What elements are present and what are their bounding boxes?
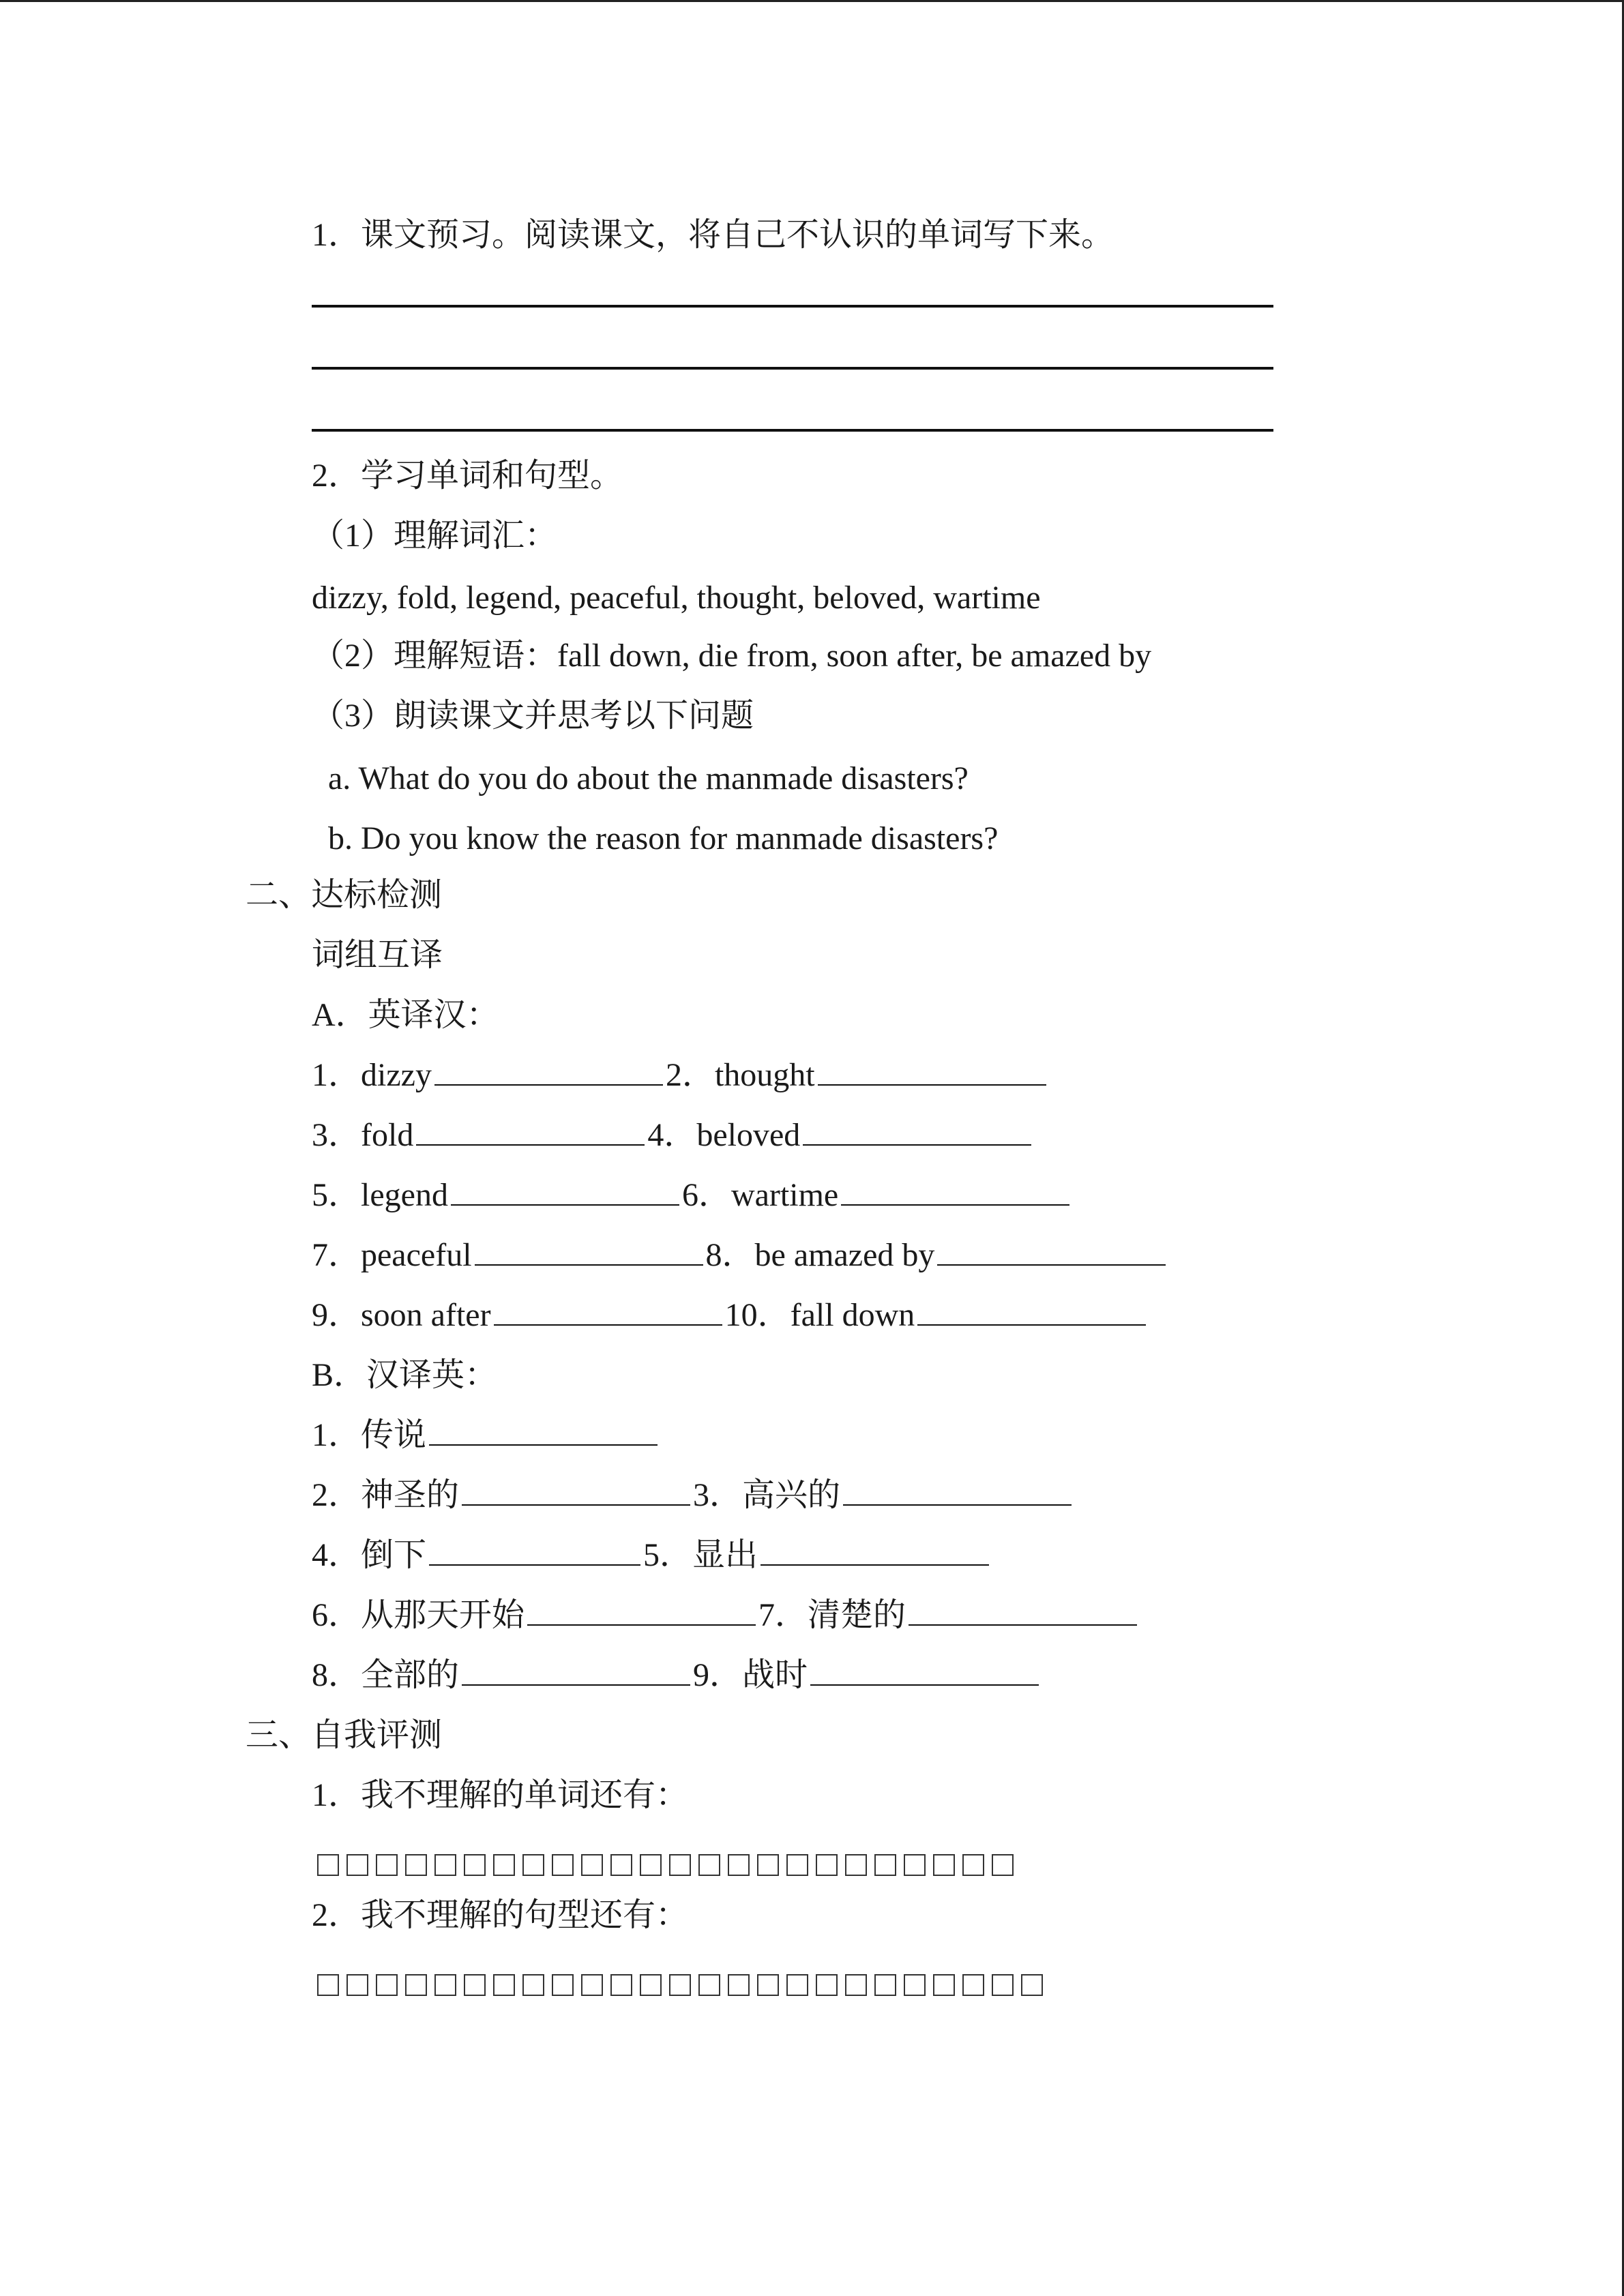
empty-box[interactable] (376, 1974, 398, 1996)
answer-blank[interactable] (434, 1083, 663, 1086)
answer-blank[interactable] (761, 1563, 989, 1566)
empty-box[interactable] (346, 1854, 368, 1876)
exercise-row (312, 1595, 1140, 1636)
item-label: 5．legend (312, 1177, 448, 1213)
section-3-title: 三、自我评测 (246, 1717, 443, 1753)
empty-box[interactable] (522, 1854, 544, 1876)
empty-box[interactable] (581, 1854, 603, 1876)
empty-box[interactable] (522, 1974, 544, 1996)
exercise-row (312, 1475, 1074, 1516)
empty-box[interactable] (552, 1854, 574, 1876)
self-eval-sentences: 2．我不理解的句型还有： (312, 1897, 689, 1933)
box-row-words (317, 1845, 1021, 1879)
item-label: 4．倒下 (312, 1537, 427, 1573)
preview-instruction: 1．课文预习。阅读课文，将自己不认识的单词写下来。 (312, 217, 1114, 253)
empty-box[interactable] (434, 1974, 456, 1996)
empty-box[interactable] (728, 1854, 750, 1876)
item-label: 2．神圣的 (312, 1477, 460, 1513)
empty-box[interactable] (317, 1974, 339, 1996)
answer-blank[interactable] (810, 1683, 1039, 1686)
empty-box[interactable] (581, 1974, 603, 1996)
item-label: 4．beloved (647, 1117, 801, 1153)
empty-box[interactable] (933, 1974, 955, 1996)
empty-box[interactable] (493, 1974, 515, 1996)
item-label: 1．dizzy (312, 1057, 432, 1093)
page-border-top (0, 0, 1624, 2)
empty-box[interactable] (962, 1854, 984, 1876)
empty-box[interactable] (904, 1974, 926, 1996)
item-label: 8．全部的 (312, 1657, 460, 1693)
answer-blank[interactable] (451, 1203, 679, 1206)
exercise-row (312, 1415, 660, 1456)
empty-box[interactable] (698, 1974, 720, 1996)
exercise-row (312, 1655, 1042, 1696)
empty-box[interactable] (1021, 1974, 1043, 1996)
answer-line-3[interactable] (312, 429, 1273, 432)
phrases-line: （2）理解短语：fall down, die from, soon after, be amazed by (312, 638, 1152, 674)
item-label: 9．soon after (312, 1297, 491, 1333)
empty-box[interactable] (698, 1854, 720, 1876)
exercise-row (312, 1235, 1168, 1276)
empty-box[interactable] (434, 1854, 456, 1876)
answer-blank[interactable] (843, 1503, 1072, 1506)
answer-blank[interactable] (429, 1563, 640, 1566)
answer-blank[interactable] (803, 1143, 1031, 1146)
empty-box[interactable] (405, 1854, 427, 1876)
empty-box[interactable] (464, 1854, 486, 1876)
empty-box[interactable] (757, 1854, 779, 1876)
empty-box[interactable] (933, 1854, 955, 1876)
empty-box[interactable] (346, 1974, 368, 1996)
item-label: 1．传说 (312, 1417, 427, 1453)
empty-box[interactable] (552, 1974, 574, 1996)
answer-blank[interactable] (909, 1623, 1137, 1626)
exercise-row (312, 1055, 1049, 1096)
empty-box[interactable] (874, 1854, 896, 1876)
question-a: a. What do you do about the manmade disasters? (328, 760, 969, 796)
item-label: 10．fall down (724, 1297, 915, 1333)
part-a-heading: A．英译汉： (312, 997, 499, 1033)
box-row-sentences (317, 1965, 1050, 1999)
answer-blank[interactable] (527, 1623, 756, 1626)
empty-box[interactable] (757, 1974, 779, 1996)
empty-box[interactable] (640, 1974, 662, 1996)
empty-box[interactable] (610, 1974, 632, 1996)
answer-line-2[interactable] (312, 367, 1273, 370)
empty-box[interactable] (874, 1974, 896, 1996)
answer-blank[interactable] (494, 1323, 722, 1326)
empty-box[interactable] (816, 1974, 838, 1996)
answer-blank[interactable] (429, 1443, 658, 1446)
answer-blank[interactable] (818, 1083, 1046, 1086)
item-label: 6．wartime (681, 1177, 839, 1213)
exercise-row (312, 1175, 1072, 1216)
answer-blank[interactable] (475, 1263, 703, 1266)
exercise-row (312, 1535, 992, 1576)
item-label: 6．从那天开始 (312, 1597, 525, 1633)
item-label: 3．高兴的 (693, 1477, 841, 1513)
answer-line-1[interactable] (312, 305, 1273, 308)
empty-box[interactable] (610, 1854, 632, 1876)
empty-box[interactable] (845, 1974, 867, 1996)
empty-box[interactable] (464, 1974, 486, 1996)
empty-box[interactable] (317, 1854, 339, 1876)
empty-box[interactable] (786, 1854, 808, 1876)
exercise-row (312, 1295, 1149, 1336)
empty-box[interactable] (405, 1974, 427, 1996)
section-2-title: 二、达标检测 (246, 877, 443, 913)
answer-blank[interactable] (462, 1683, 690, 1686)
study-words-heading: 2．学习单词和句型。 (312, 458, 623, 494)
item-label: 3．fold (312, 1117, 414, 1153)
question-b: b. Do you know the reason for manmade disasters? (328, 820, 999, 856)
answer-blank[interactable] (416, 1143, 645, 1146)
part-b-heading: B．汉译英： (312, 1357, 498, 1393)
item-label: 9．战时 (693, 1657, 808, 1693)
empty-box[interactable] (669, 1974, 691, 1996)
item-label: 8．be amazed by (705, 1237, 935, 1273)
answer-blank[interactable] (841, 1203, 1069, 1206)
phrase-translation-heading: 词组互译 (312, 937, 443, 973)
empty-box[interactable] (669, 1854, 691, 1876)
item-label: 2．thought (665, 1057, 815, 1093)
empty-box[interactable] (493, 1854, 515, 1876)
vocab-words: dizzy, fold, legend, peaceful, thought, beloved, wartime (312, 580, 1041, 616)
vocab-heading: （1）理解词汇： (312, 518, 558, 554)
self-eval-words: 1．我不理解的单词还有： (312, 1777, 689, 1813)
item-label: 7．peaceful (312, 1237, 472, 1273)
empty-box[interactable] (962, 1974, 984, 1996)
answer-blank[interactable] (917, 1323, 1146, 1326)
empty-box[interactable] (992, 1854, 1014, 1876)
empty-box[interactable] (845, 1854, 867, 1876)
answer-blank[interactable] (937, 1263, 1166, 1266)
item-label: 5．显出 (643, 1537, 758, 1573)
item-label: 7．清楚的 (758, 1597, 906, 1633)
empty-box[interactable] (786, 1974, 808, 1996)
answer-blank[interactable] (462, 1503, 690, 1506)
empty-box[interactable] (816, 1854, 838, 1876)
exercise-row (312, 1115, 1034, 1156)
reading-heading: （3）朗读课文并思考以下问题 (312, 698, 754, 734)
empty-box[interactable] (728, 1974, 750, 1996)
empty-box[interactable] (904, 1854, 926, 1876)
empty-box[interactable] (640, 1854, 662, 1876)
empty-box[interactable] (992, 1974, 1014, 1996)
empty-box[interactable] (376, 1854, 398, 1876)
